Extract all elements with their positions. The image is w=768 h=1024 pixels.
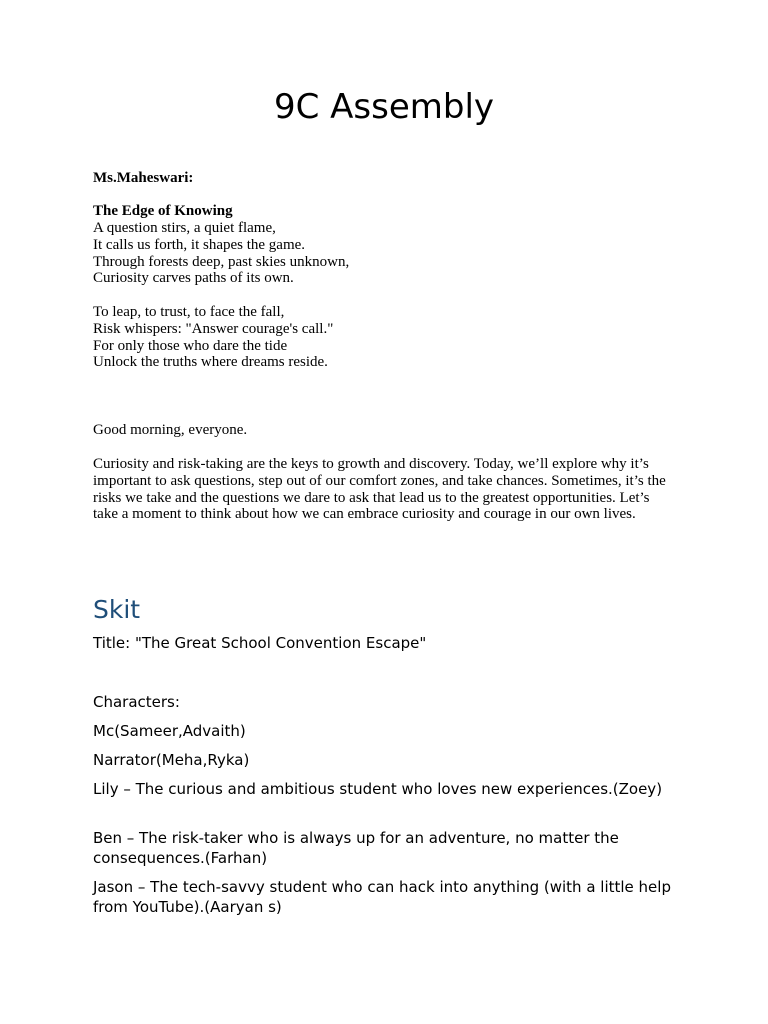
character-item: Mc(Sameer,Advaith) (93, 722, 246, 740)
poem-stanza-1 (93, 220, 693, 287)
greeting-text: Good morning, everyone. (93, 422, 248, 438)
poem-line: To leap, to trust, to face the fall, (93, 304, 285, 320)
speaker-label: Ms.Maheswari: (93, 170, 194, 186)
poem-line: Unlock the truths where dreams reside. (93, 354, 328, 371)
character-item: Ben – The risk-taker who is always up for an adventure, no matter the consequences.(Farhan) (93, 829, 619, 867)
poem-line: Through forests deep, past skies unknown, (93, 253, 350, 270)
character-item: Lily – The curious and ambitious student who loves new experiences.(Zoey) (93, 780, 663, 798)
poem-line: A question stirs, a quiet flame, (93, 220, 276, 236)
character-item: Jason – The tech-savvy student who can hack into anything (with a little help from YouTube).(Aaryan s) (93, 878, 671, 916)
skit-heading: Skit (93, 595, 141, 624)
document-title: 9C Assembly (273, 87, 495, 127)
skit-title: Title: "The Great School Convention Escape" (93, 634, 427, 652)
characters-label: Characters: (93, 693, 180, 711)
poem-line: It calls us forth, it shapes the game. (93, 236, 306, 253)
poem-line: Curiosity carves paths of its own. (93, 270, 294, 287)
poem-line: Risk whispers: "Answer courage's call." (93, 320, 334, 337)
character-item: Narrator(Meha,Ryka) (93, 751, 250, 769)
intro-paragraph: Curiosity and risk-taking are the keys to growth and discovery. Today, we’ll explore why it’s important to ask questions, step out of our comfort zones, and take chances. Sometimes, it’s the risks we take and the questions we dare to ask that lead us to the greatest opportunities. Let’s take a moment to think about how we can embrace curiosity and courage in our own lives. (93, 456, 666, 523)
poem-title: The Edge of Knowing (93, 203, 233, 219)
poem-line: For only those who dare the tide (93, 337, 288, 354)
poem-stanza-2 (93, 304, 693, 371)
